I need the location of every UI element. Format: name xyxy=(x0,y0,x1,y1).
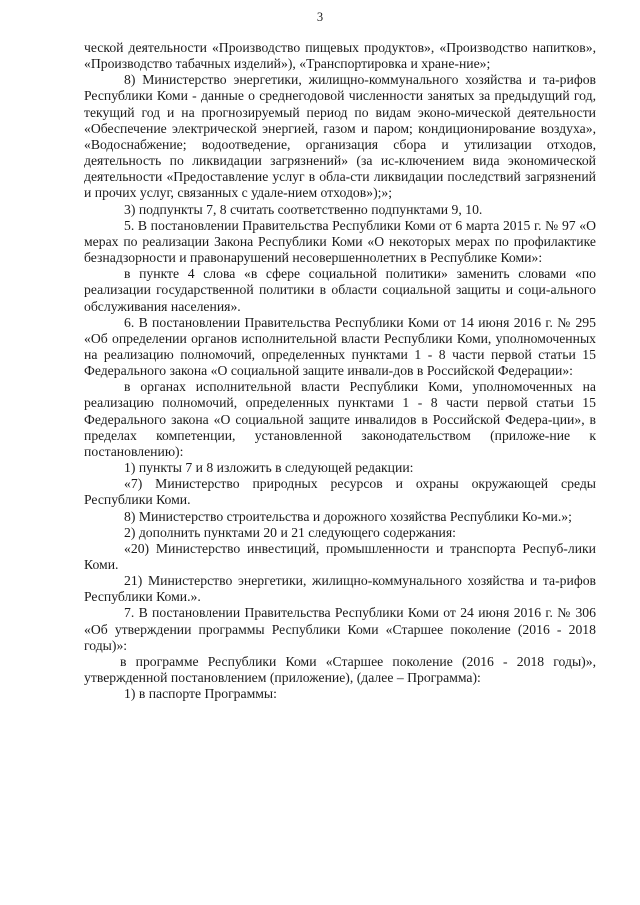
paragraph-item-8-construction: 8) Министерство строительства и дорожного хозяйства Республики Ко-ми.»; xyxy=(124,508,572,524)
paragraph-section-6: 6. В постановлении Правительства Республики Коми от 14 июня 2016 г. № 295 «Об определении органов исполнительной власти Республики Коми, уполномоченных на реализацию полномочий, определенных пунктами 1 - 8 части первой статьи 15 Федерального закона «О социальной защите инвали-дов в Российской Федерации»: xyxy=(84,314,596,379)
paragraph-item-20-investment: «20) Министерство инвестиций, промышленности и транспорта Респуб-лики Коми. xyxy=(84,540,596,572)
paragraph-program-passport: 1) в паспорте Программы: xyxy=(124,686,277,702)
paragraph-section-7: 7. В постановлении Правительства Республики Коми от 24 июня 2016 г. № 306 «Об утверждении программы Республики Коми «Старшее поколение (2016 - 2018 годы)»: xyxy=(84,605,596,653)
paragraph-section-6-item-2: 2) дополнить пунктами 20 и 21 следующего содержания: xyxy=(124,524,456,540)
paragraph-section-5: 5. В постановлении Правительства Республики Коми от 6 марта 2015 г. № 97 «О мерах по реализации Закона Республики Коми «О некоторых мерах по профилактике безнадзорности и правонарушений несовершеннолетних в Республике Коми»: xyxy=(84,217,596,266)
paragraph-section-7-program: в программе Республики Коми «Старшее поколение (2016 - 2018 годы)», утвержденной постановлением (приложение), (далее – Программа): xyxy=(84,653,596,686)
paragraph-item-8-energy: 8) Министерство энергетики, жилищно-коммунального хозяйства и та-рифов Республики Коми - данные о среднегодовой численности занятых за предыдущий год, текущий год и на прогнозируемый период по видам эконо-мической деятельности «Обеспечение электрической энергией, газом и паром; кондиционирование воздуха», «Водоснабжение; водоотведение, организация сбора и утилизации отходов, деятельность по ликвидации загрязнений» (за ис-ключением вида экономической деятельности «Предоставление услуг в обла-сти ликвидации последствий загрязнений и прочих услуг, связанных с удале-нием отходов»);»; xyxy=(84,72,596,201)
paragraph-section-6-organs: в органах исполнительной власти Республики Коми, уполномоченных на реализацию полномочий, определенных пунктами 1 - 8 части первой статьи 15 Федерального закона «О социальной защите инвалидов в Российской Федера-ции», в пределах компетенции, установленной законодательством (приложе-ние к постановлению): xyxy=(84,379,596,459)
page-number: 3 xyxy=(316,10,324,24)
paragraph-continuation: ческой деятельности «Производство пищевых продуктов», «Производство напитков», «Производство табачных изделий»), «Транспортировка и хране-ние»; xyxy=(84,40,596,72)
paragraph-section-6-item-1: 1) пункты 7 и 8 изложить в следующей редакции: xyxy=(124,460,414,476)
paragraph-renumber: 3) подпункты 7, 8 считать соответственно подпунктами 9, 10. xyxy=(124,201,483,217)
paragraph-section-5-change: в пункте 4 слова «в сфере социальной политики» заменить словами «по реализации государственной политики в области социальной защиты и соци-ального обслуживания населения». xyxy=(84,266,596,314)
paragraph-item-21-energy: 21) Министерство энергетики, жилищно-коммунального хозяйства и та-рифов Республики Коми.». xyxy=(84,573,596,605)
document-body xyxy=(84,40,596,702)
paragraph-item-7-nature: «7) Министерство природных ресурсов и охраны окружающей среды Республики Коми. xyxy=(84,476,596,508)
